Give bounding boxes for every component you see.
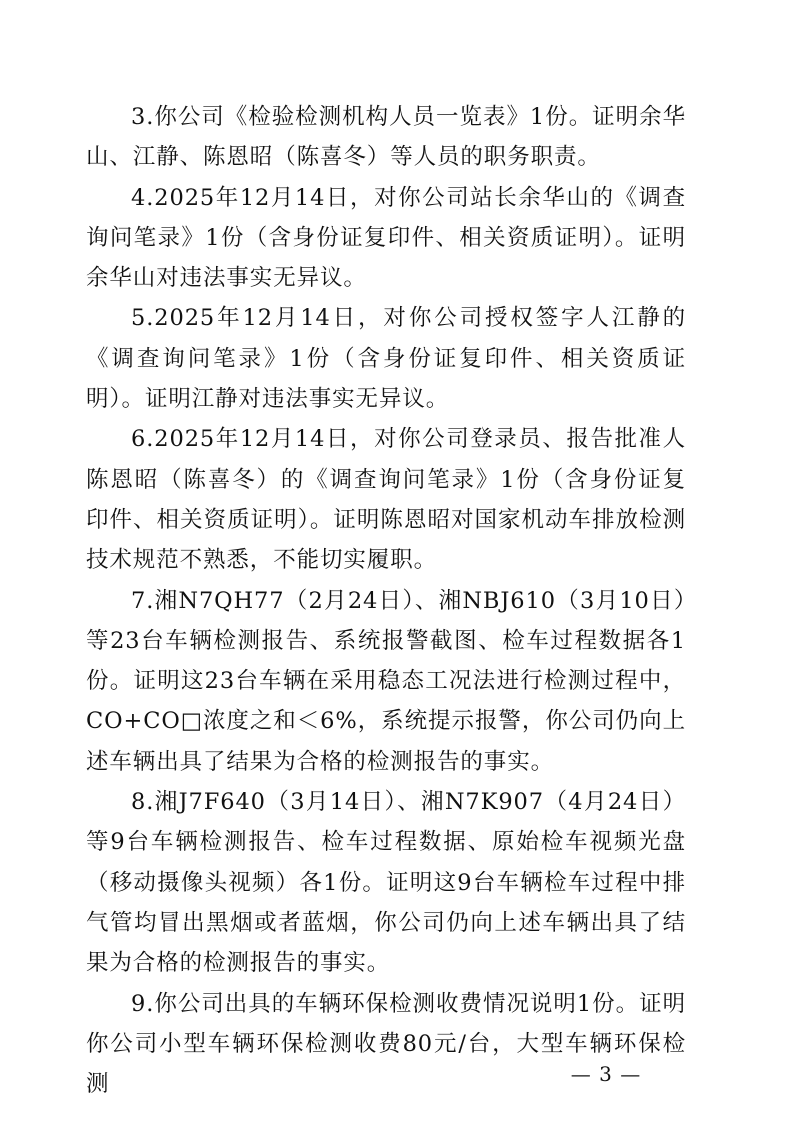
paragraph-item-3: 3.你公司《检验检测机构人员一览表》1份。证明余华山、江静、陈恩昭（陈喜冬）等人员的职务职责。: [86, 104, 686, 171]
paragraph-item-8: 8.湘J7F640（3月14日）、湘N7K907（4月24日）等9台车辆检测报告、检车过程数据、原始检车视频光盘（移动摄像头视频）各1份。证明这9台车辆检车过程中排气管均冒出黑烟或者蓝烟，你公司仍向上述车辆出具了结果为合格的检测报告的事实。: [86, 789, 686, 977]
paragraph-item-5: 5.2025年12月14日，对你公司授权签字人江静的《调查询问笔录》1份（含身份证复印件、相关资质证明）。证明江静对违法事实无异议。: [86, 305, 686, 413]
page-number: — 3 —: [570, 1062, 642, 1086]
document-body: [86, 97, 686, 1104]
paragraph-item-9: 9.你公司出具的车辆环保检测收费情况说明1份。证明你公司小型车辆环保检测收费80元/台，大型车辆环保检测: [86, 990, 686, 1098]
paragraph-item-6: 6.2025年12月14日，对你公司登录员、报告批准人陈恩昭（陈喜冬）的《调查询问笔录》1份（含身份证复印件、相关资质证明）。证明陈恩昭对国家机动车排放检测技术规范不熟悉，不能切实履职。: [86, 426, 686, 574]
paragraph-item-4: 4.2025年12月14日，对你公司站长余华山的《调查询问笔录》1份（含身份证复印件、相关资质证明）。证明余华山对违法事实无异议。: [86, 184, 686, 292]
paragraph-item-7: 7.湘N7QH77（2月24日）、湘NBJ610（3月10日）等23台车辆检测报告、系统报警截图、检车过程数据各1份。证明这23台车辆在采用稳态工况法进行检测过程中，CO+CO□浓度之和＜6%，系统提示报警，你公司仍向上述车辆出具了结果为合格的检测报告的事实。: [86, 587, 686, 775]
